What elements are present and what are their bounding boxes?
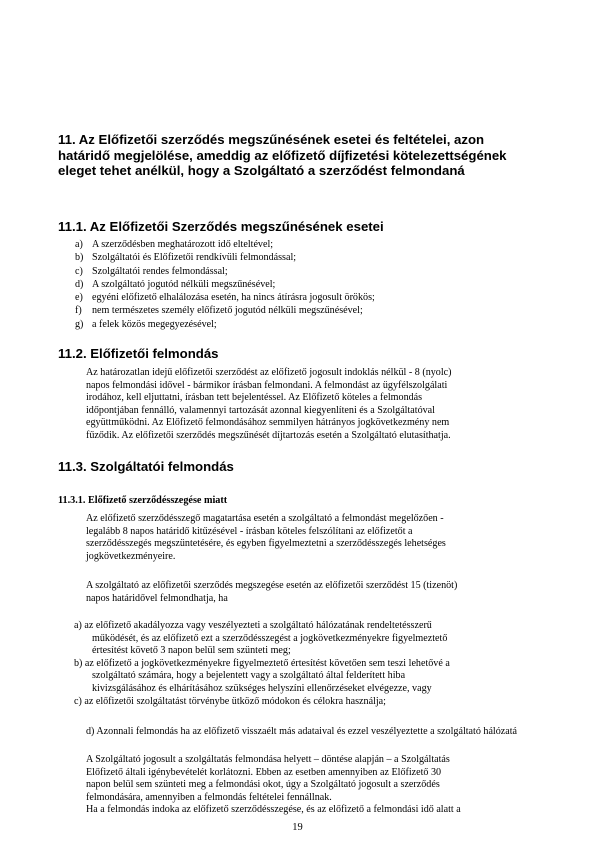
list-item-text: egyéni előfizető elhalálozása esetén, ha nincs átírásra jogosult örökös; <box>92 292 375 304</box>
subscriber-termination-paragraph <box>86 367 526 443</box>
paragraph-line: Az határozatlan idejű előfizetői szerződést az előfizető jogosult indoklás nélkül - 8 (nyolc) <box>86 367 452 378</box>
breach-notice-paragraph <box>86 513 526 563</box>
list-item-label: e) <box>75 292 83 304</box>
list-item-text: Szolgáltatói rendes felmondással; <box>92 265 228 277</box>
section-11-3-title: 11.3. Szolgáltatói felmondás <box>58 459 234 474</box>
paragraph-line: napos határidővel felmondhatja, ha <box>86 592 228 604</box>
list-item <box>58 251 538 264</box>
paragraph-line: A Szolgáltató jogosult a szolgáltatás felmondása helyett – döntése alapján – a Szolgáltatás <box>86 754 450 765</box>
page-number: 19 <box>292 822 303 833</box>
section-11-3-1-title: 11.3.1. Előfizető szerződésszegése miatt <box>58 495 228 506</box>
paragraph-line: Az előfizető szerződésszegő magatartása esetén a szolgáltató a felmondást megelőzően - <box>86 513 444 524</box>
condition-first-line: a) az előfizető akadályozza vagy veszélyezteti a szolgáltató hálózatának rendeltetésszerű <box>74 620 432 631</box>
main-heading-line: eleget tehet anélkül, hogy a Szolgáltató a szerződést felmondaná <box>58 163 465 178</box>
condition-continuation-line: értesítést követő 3 napon belül sem szünteti meg; <box>92 645 291 657</box>
condition-continuation-line: szolgáltató számára, hogy a bejelentett vagy a szolgáltató által felderített hiba <box>92 670 406 682</box>
list-item <box>74 620 544 658</box>
list-item <box>58 265 538 278</box>
list-item <box>58 304 538 317</box>
main-heading-line: 11. Az Előfizetői szerződés megszűnésének esetei és feltételei, azon <box>58 132 485 147</box>
list-item-label: g) <box>75 318 84 330</box>
restriction-paragraph <box>86 754 536 817</box>
main-heading <box>58 132 558 179</box>
paragraph-line: napon belül sem szünteti meg a felmondási okot, úgy a Szolgáltató jogosult a szerződés <box>86 779 440 791</box>
condition-first-line: b) az előfizető a jogkövetkezményekre figyelmeztető értesítést követően sem teszi lehetővé a <box>74 657 450 669</box>
paragraph-line: fűződik. Az előfizetői szerződés megszűnését díjtartozás esetén a Szolgáltató elutasíthatja. <box>86 429 451 441</box>
paragraph-line: együttműködni. Az Előfizető felmondásához semmilyen hátrányos jogkövetkezmény nem <box>86 417 450 429</box>
list-item-label: f) <box>75 305 82 317</box>
section-11-1-title: 11.1. Az Előfizetői Szerződés megszűnésének esetei <box>58 219 384 234</box>
list-item <box>74 696 544 709</box>
list-item <box>58 278 538 291</box>
list-item <box>58 291 538 304</box>
paragraph-line: jogkövetkezményeire. <box>86 550 176 562</box>
paragraph-line: felmondására, amennyiben a felmondás feltételei fennállnak. <box>86 791 332 803</box>
paragraph-line: napos felmondási idővel - bármikor írásban felmondani. A felmondást az ügyfélszolgálati <box>86 379 448 391</box>
paragraph-line: Ha a felmondás indoka az előfizető szerződésszegése, és az előfizető a felmondási idő alatt a <box>86 804 461 816</box>
list-item-label: d) <box>75 278 84 290</box>
termination-15-days-paragraph <box>86 580 546 605</box>
paragraph-line: irodához, kell eljuttatni, írásban tett bejelentéssel. Az Előfizető köteles a felmondás <box>86 392 423 404</box>
termination-conditions-list <box>74 620 544 708</box>
list-item-label: a) <box>75 239 83 250</box>
list-item-text: A szolgáltató jogutód nélküli megszűnésével; <box>92 278 276 290</box>
list-item-text: A szerződésben meghatározott idő elteltével; <box>92 239 274 250</box>
list-item <box>74 658 544 696</box>
paragraph-line: legalább 8 napos határidő kitűzésével - írásban köteles felszólítani az előfizetőt a <box>86 525 413 537</box>
list-item-text: Szolgáltatói és Előfizetői rendkívüli felmondással; <box>92 252 297 264</box>
termination-cases-list <box>58 238 538 331</box>
main-heading-line: határidő megjelölése, ameddig az előfizető díjfizetési kötelezettségének <box>58 147 507 163</box>
section-11-2-title: 11.2. Előfizetői felmondás <box>58 346 219 361</box>
list-item-text: a felek közös megegyezésével; <box>92 318 217 330</box>
paragraph-line: A szolgáltató az előfizetői szerződés megszegése esetén az előfizetői szerződést 15 (tizenöt) <box>86 580 458 591</box>
paragraph-line: szerződésszegés megszüntetésére, és egyben figyelmeztetni a szerződésszegés lehetséges <box>86 538 446 550</box>
paragraph-line: időpontjában fennálló, valamennyi tartozását azonnal kiegyenlíteni és a Szolgáltatóval <box>86 404 435 416</box>
immediate-termination-line: d) Azonnali felmondás ha az előfizető visszaélt más adataival és ezzel veszélyeztette a szolgáltató hálózatá <box>86 726 518 737</box>
condition-continuation-line: kivizsgálásához és elhárításához szükséges helyszíni ellenőrzéseket elvégezze, vagy <box>92 682 432 694</box>
list-item-label: c) <box>75 265 83 277</box>
paragraph-line: Előfizető általi igénybevételét korlátozni. Ebben az esetben amennyiben az Előfizető 30 <box>86 766 442 778</box>
list-item <box>58 318 538 331</box>
condition-first-line: c) az előfizetői szolgáltatást törvénybe ütköző módokon és célokra használja; <box>74 695 386 707</box>
list-item-text: nem természetes személy előfizető jogutód nélküli megszűnésével; <box>92 305 363 317</box>
list-item <box>58 238 538 251</box>
list-item-label: b) <box>75 252 84 264</box>
condition-continuation-line: működését, és az előfizető ezt a szerződésszegést a jogkövetkezményekre figyelmeztető <box>92 632 448 644</box>
